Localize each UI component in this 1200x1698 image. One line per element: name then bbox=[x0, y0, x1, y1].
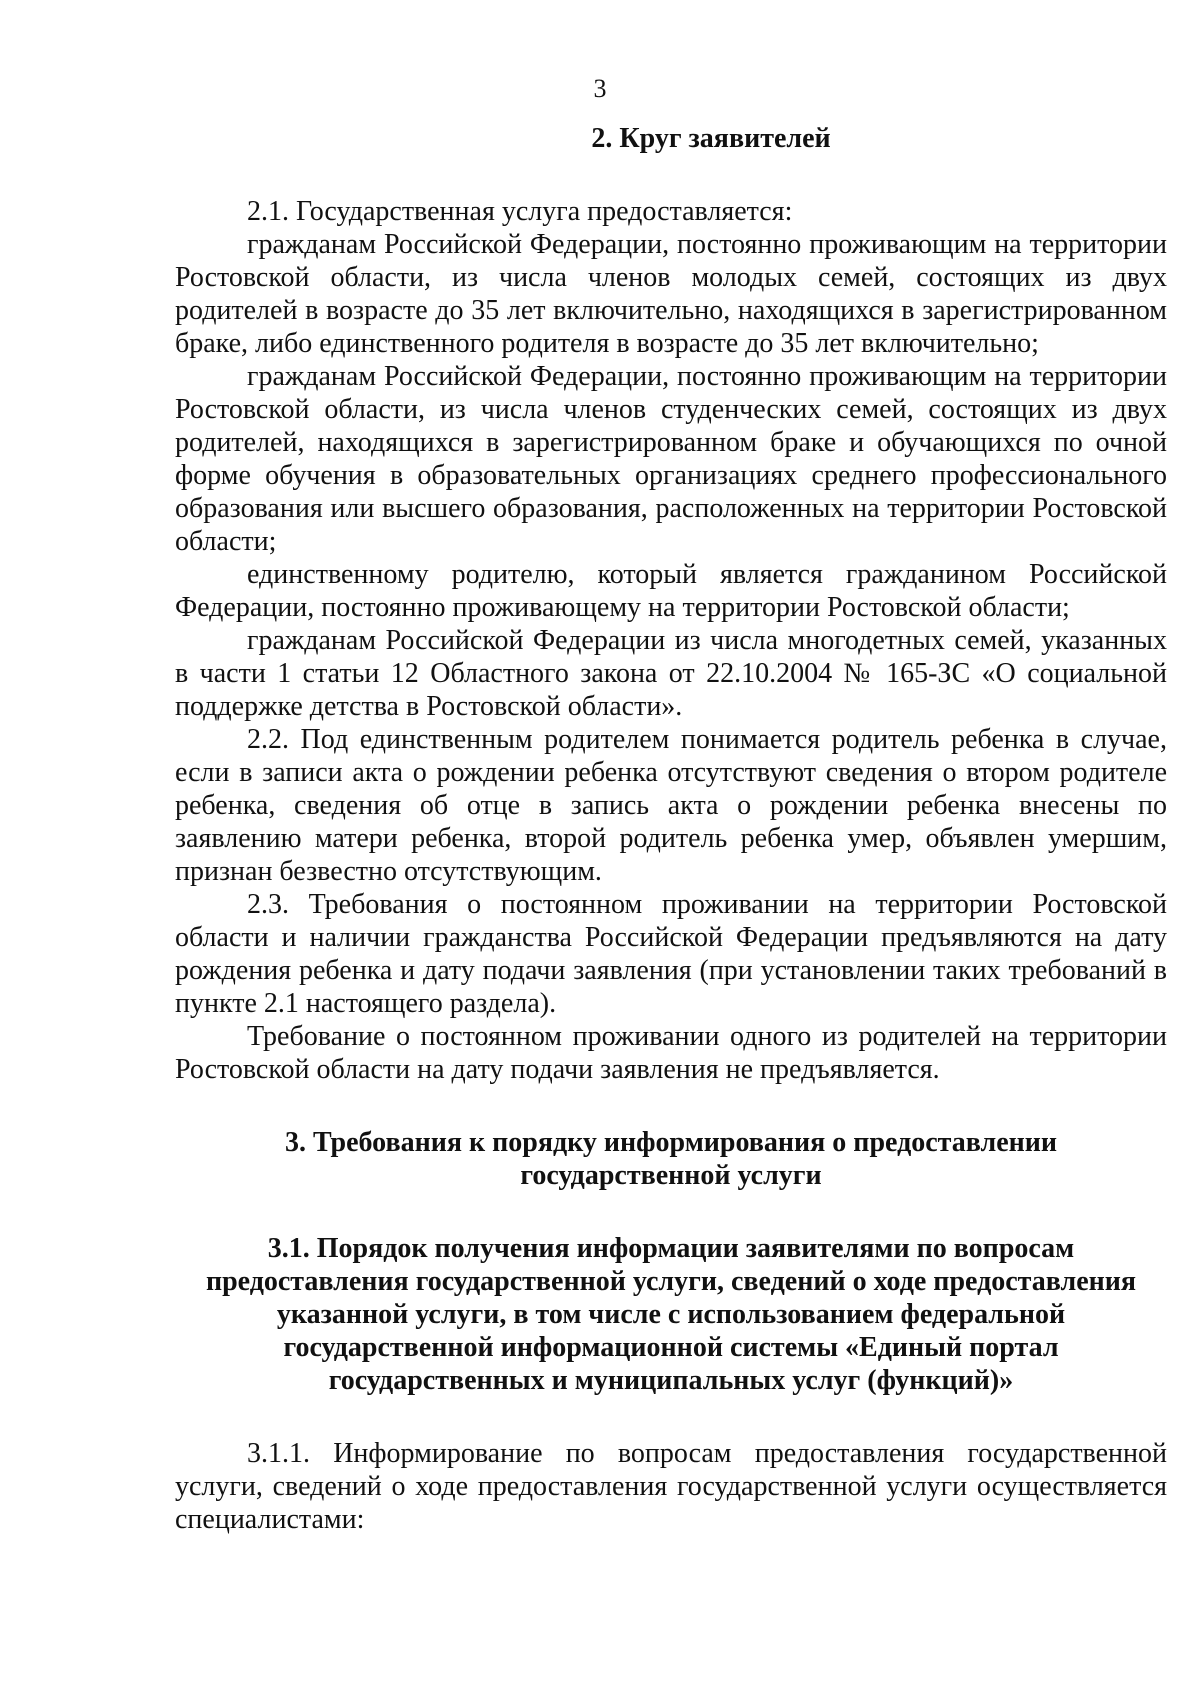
document-body bbox=[175, 122, 1167, 1536]
paragraph-2-1-single-parent: единственному родителю, который является гражданином Российской Федерации, постоянно проживающему на территории Ростовской области; bbox=[175, 559, 1167, 623]
page-number: 3 bbox=[593, 74, 607, 103]
paragraph-2-1-large-families: гражданам Российской Федерации из числа многодетных семей, указанных в части 1 статьи 12 Областного закона от 22.10.2004 № 165-ЗС «О социальной поддержке детства в Ростовской области». bbox=[175, 625, 1167, 722]
paragraph-3-1-1: 3.1.1. Информирование по вопросам предоставления государственной услуги, сведений о ходе предоставления государственной услуги осуществляется специалистами: bbox=[175, 1438, 1167, 1535]
section-2-heading: 2. Круг заявителей bbox=[591, 123, 831, 154]
paragraph-2-1-young-families: гражданам Российской Федерации, постоянно проживающим на территории Ростовской области, из числа членов молодых семей, состоящих из двух родителей в возрасте до 35 лет включительно, находящихся в зарегистрированном браке, либо единственного родителя в возрасте до 35 лет включительно; bbox=[175, 229, 1167, 359]
paragraph-2-1-student-families: гражданам Российской Федерации, постоянно проживающим на территории Ростовской области, из числа членов студенческих семей, состоящих из двух родителей, находящихся в зарегистрированном браке и обучающихся по очной форме обучения в образовательных организациях среднего профессионального образования или высшего образования, расположенных на территории Ростовской области; bbox=[175, 361, 1167, 557]
paragraph-2-1: 2.1. Государственная услуга предоставляется: bbox=[247, 196, 793, 227]
subsection-3-1-heading: 3.1. Порядок получения информации заявителями по вопросам предоставления государственной услуги, сведений о ходе предоставления указанной услуги, в том числе с использованием федеральной государственной информационной системы «Единый портал государственных и муниципальных услуг (функций)» bbox=[205, 1233, 1137, 1396]
section-3-heading: 3. Требования к порядку информирования о предоставлении государственной услуги bbox=[284, 1127, 1058, 1191]
paragraph-2-2: 2.2. Под единственным родителем понимается родитель ребенка в случае, если в записи акта о рождении ребенка отсутствуют сведения о втором родителе ребенка, сведения об отце в запись акта о рождении ребенка внесены по заявлению матери ребенка, второй родитель ребенка умер, объявлен умершим, признан безвестно отсутствующим. bbox=[175, 724, 1167, 887]
paragraph-2-3-residence: Требование о постоянном проживании одного из родителей на территории Ростовской области на дату подачи заявления не предъявляется. bbox=[175, 1021, 1167, 1085]
paragraph-2-3: 2.3. Требования о постоянном проживании на территории Ростовской области и наличии гражданства Российской Федерации предъявляются на дату рождения ребенка и дату подачи заявления (при установлении таких требований в пункте 2.1 настоящего раздела). bbox=[175, 889, 1167, 1019]
